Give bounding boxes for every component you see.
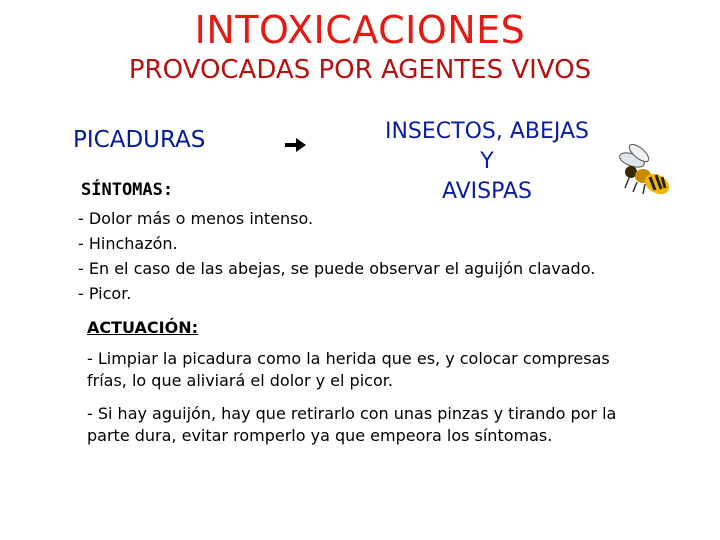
symptoms-heading: SÍNTOMAS: (81, 180, 174, 200)
symptom-item: - En el caso de las abejas, se puede observar el aguijón clavado. (78, 259, 596, 278)
page-subtitle: PROVOCADAS POR AGENTES VIVOS (128, 55, 592, 85)
actions-heading: ACTUACIÓN: (87, 318, 199, 337)
symptom-item: - Picor. (78, 284, 132, 303)
insect-title-line: Y (480, 149, 494, 174)
category-label: PICADURAS (73, 127, 206, 153)
insect-title-line: AVISPAS (441, 179, 533, 204)
wasp-icon (619, 144, 673, 198)
symptom-item: - Hinchazón. (78, 234, 178, 253)
action-paragraph: - Limpiar la picadura como la herida que es, y colocar compresas frías, lo que aliviará el dolor y el picor. (87, 349, 610, 390)
arrow-right-icon (283, 136, 307, 154)
symptom-list (78, 206, 595, 306)
symptom-item: - Dolor más o menos intenso. (78, 209, 314, 228)
action-paragraph: - Si hay aguijón, hay que retirarlo con unas pinzas y tirando por la parte dura, evitar romperlo ya que empeora los síntomas. (87, 404, 617, 445)
page-title: INTOXICACIONES (194, 8, 526, 52)
insect-title (334, 117, 640, 207)
insect-title-line: INSECTOS, ABEJAS (384, 119, 590, 144)
